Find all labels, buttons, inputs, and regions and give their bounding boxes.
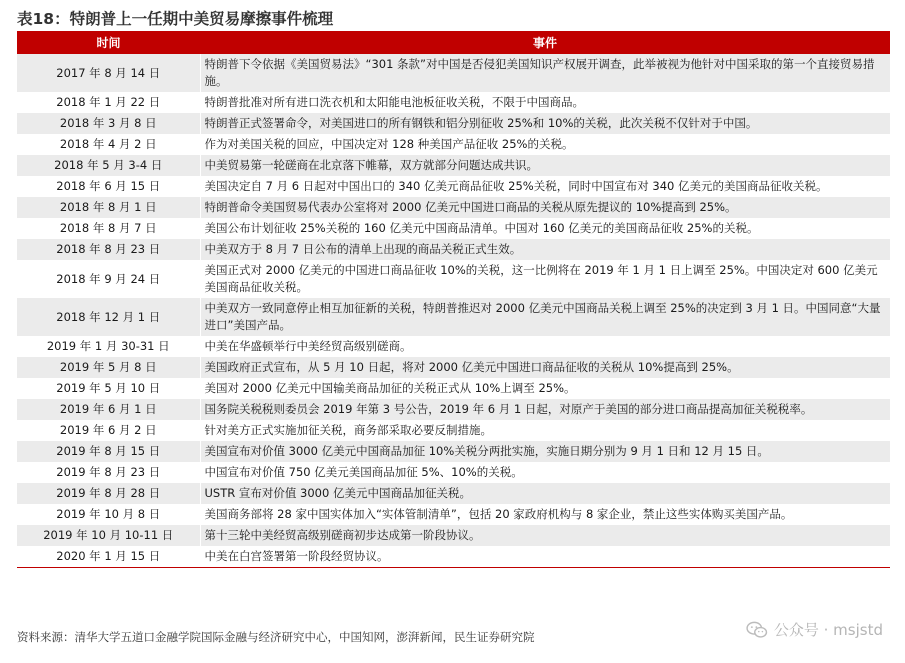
event-description: 美国正式对 2000 亿美元的中国进口商品征收 10%的关税，这一比例将在 2019 年 1 月 1 日上调至 25%。中国决定对 600 亿美元美国商品征收关税。 xyxy=(200,260,890,298)
event-description: 国务院关税税则委员会 2019 年第 3 号公告，2019 年 6 月 1 日起，对原产于美国的部分进口商品提高加征关税税率。 xyxy=(200,399,890,420)
table-row xyxy=(17,260,890,298)
event-description: 特朗普命令美国贸易代表办公室将对 2000 亿美元中国进口商品的关税从原先提议的 10%提高到 25%。 xyxy=(200,197,890,218)
table-row xyxy=(17,378,890,399)
event-date: 2019 年 5 月 8 日 xyxy=(17,357,200,378)
event-date: 2018 年 8 月 1 日 xyxy=(17,197,200,218)
event-description: 中美贸易第一轮磋商在北京落下帷幕，双方就部分问题达成共识。 xyxy=(200,155,890,176)
table-row xyxy=(17,504,890,525)
event-date: 2018 年 4 月 2 日 xyxy=(17,134,200,155)
table-row xyxy=(17,176,890,197)
event-date: 2020 年 1 月 15 日 xyxy=(17,546,200,568)
watermark-text: 公众号 · msjstd xyxy=(773,621,883,639)
event-description: 美国对 2000 亿美元中国输美商品加征的关税正式从 10%上调至 25%。 xyxy=(200,378,890,399)
table-row xyxy=(17,134,890,155)
event-date: 2019 年 6 月 2 日 xyxy=(17,420,200,441)
event-date: 2019 年 6 月 1 日 xyxy=(17,399,200,420)
event-description: 作为对美国关税的回应，中国决定对 128 种美国产品征收 25%的关税。 xyxy=(200,134,890,155)
event-date: 2019 年 8 月 15 日 xyxy=(17,441,200,462)
table-row xyxy=(17,357,890,378)
event-description: 中美在华盛顿举行中美经贸高级别磋商。 xyxy=(200,336,890,357)
wechat-icon xyxy=(746,621,768,639)
event-description: 中美双方于 8 月 7 日公布的清单上出现的商品关税正式生效。 xyxy=(200,239,890,260)
events-table xyxy=(17,31,890,568)
event-date: 2018 年 3 月 8 日 xyxy=(17,113,200,134)
event-date: 2018 年 8 月 23 日 xyxy=(17,239,200,260)
table-row xyxy=(17,218,890,239)
table-row xyxy=(17,525,890,546)
table-row xyxy=(17,546,890,568)
event-date: 2018 年 1 月 22 日 xyxy=(17,92,200,113)
table-row xyxy=(17,155,890,176)
table-row xyxy=(17,483,890,504)
event-description: 针对美方正式实施加征关税，商务部采取必要反制措施。 xyxy=(200,420,890,441)
table-row xyxy=(17,113,890,134)
event-date: 2017 年 8 月 14 日 xyxy=(17,54,200,92)
event-description: 第十三轮中美经贸高级别磋商初步达成第一阶段协议。 xyxy=(200,525,890,546)
event-date: 2019 年 8 月 28 日 xyxy=(17,483,200,504)
table-row xyxy=(17,298,890,336)
table-row xyxy=(17,441,890,462)
event-description: 特朗普批准对所有进口洗衣机和太阳能电池板征收关税，不限于中国商品。 xyxy=(200,92,890,113)
table-body xyxy=(17,54,890,568)
table-row xyxy=(17,197,890,218)
event-description: 美国宣布对价值 3000 亿美元中国商品加征 10%关税分两批实施，实施日期分别为 9 月 1 日和 12 月 15 日。 xyxy=(200,441,890,462)
table-row xyxy=(17,239,890,260)
event-date: 2019 年 5 月 10 日 xyxy=(17,378,200,399)
event-date: 2018 年 9 月 24 日 xyxy=(17,260,200,298)
table-title: 表18：特朗普上一任期中美贸易摩擦事件梳理 xyxy=(17,10,334,28)
header-event: 事件 xyxy=(200,31,890,54)
event-date: 2019 年 8 月 23 日 xyxy=(17,462,200,483)
event-date: 2018 年 6 月 15 日 xyxy=(17,176,200,197)
event-description: 特朗普下令依据《美国贸易法》“301 条款”对中国是否侵犯美国知识产权展开调查，此举被视为他针对中国采取的第一个直接贸易措施。 xyxy=(200,54,890,92)
table-row xyxy=(17,462,890,483)
source-note: 资料来源：清华大学五道口金融学院国际金融与经济研究中心，中国知网，澎湃新闻，民生证券研究院 xyxy=(17,630,535,644)
event-description: 中国宣布对价值 750 亿美元美国商品加征 5%、10%的关税。 xyxy=(200,462,890,483)
event-description: 中美双方一致同意停止相互加征新的关税，特朗普推迟对 2000 亿美元中国商品关税上调至 25%的决定到 3 月 1 日。中国同意“大量进口”美国产品。 xyxy=(200,298,890,336)
event-date: 2018 年 12 月 1 日 xyxy=(17,298,200,336)
event-description: 中美在白宫签署第一阶段经贸协议。 xyxy=(200,546,890,568)
table-row xyxy=(17,336,890,357)
event-description: 特朗普正式签署命令，对美国进口的所有钢铁和铝分别征收 25%和 10%的关税，此次关税不仅针对于中国。 xyxy=(200,113,890,134)
event-date: 2019 年 10 月 8 日 xyxy=(17,504,200,525)
event-date: 2019 年 1 月 30-31 日 xyxy=(17,336,200,357)
event-description: 美国商务部将 28 家中国实体加入“实体管制清单”，包括 20 家政府机构与 8 家企业，禁止这些实体购买美国产品。 xyxy=(200,504,890,525)
table-header-row xyxy=(17,31,890,54)
table-row xyxy=(17,92,890,113)
event-description: 美国政府正式宣布，从 5 月 10 日起，将对 2000 亿美元中国进口商品征收的关税从 10%提高到 25%。 xyxy=(200,357,890,378)
table-row xyxy=(17,54,890,92)
table-row xyxy=(17,420,890,441)
event-description: USTR 宣布对价值 3000 亿美元中国商品加征关税。 xyxy=(200,483,890,504)
event-description: 美国决定自 7 月 6 日起对中国出口的 340 亿美元商品征收 25%关税，同时中国宣布对 340 亿美元的美国商品征收关税。 xyxy=(200,176,890,197)
event-description: 美国公布计划征收 25%关税的 160 亿美元中国商品清单。中国对 160 亿美元的美国商品征收 25%的关税。 xyxy=(200,218,890,239)
event-date: 2018 年 8 月 7 日 xyxy=(17,218,200,239)
watermark xyxy=(746,619,883,640)
event-date: 2019 年 10 月 10-11 日 xyxy=(17,525,200,546)
header-date: 时间 xyxy=(17,31,200,54)
event-date: 2018 年 5 月 3-4 日 xyxy=(17,155,200,176)
table-row xyxy=(17,399,890,420)
